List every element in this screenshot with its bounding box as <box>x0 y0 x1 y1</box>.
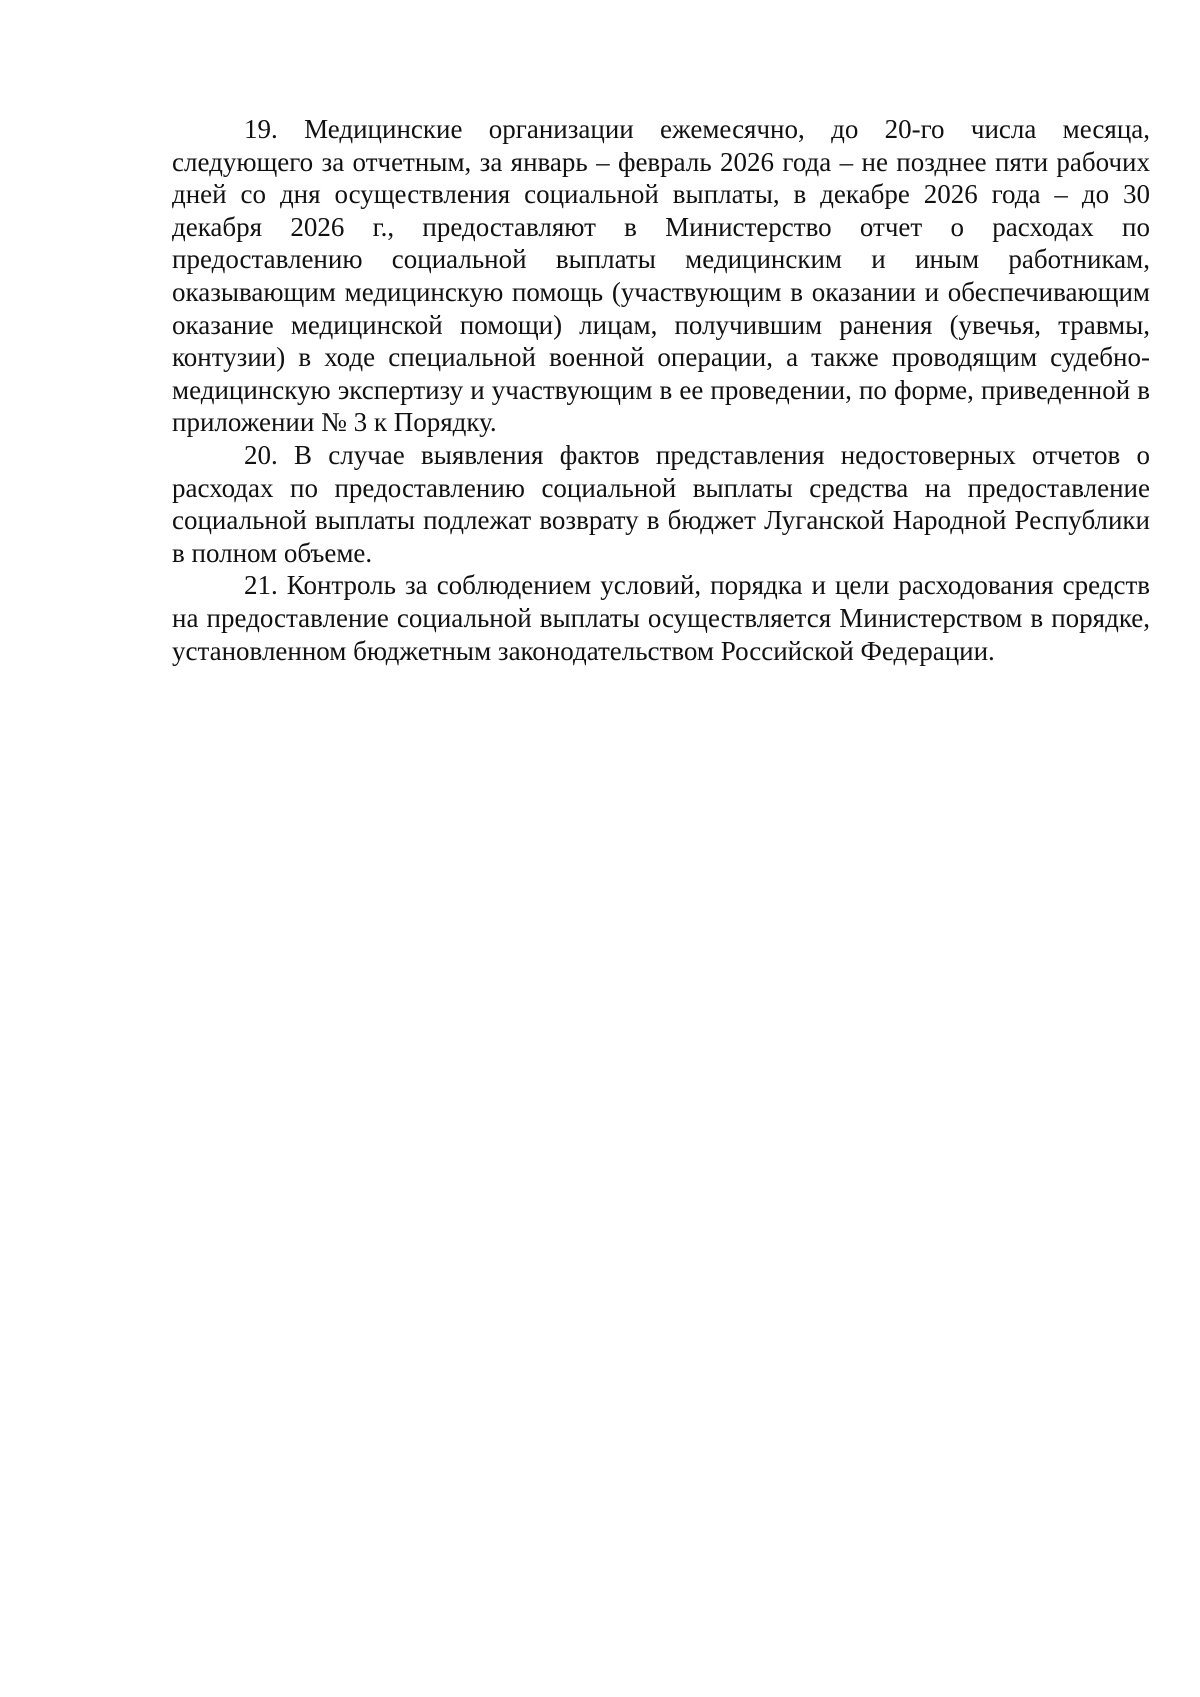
paragraph-text: Медицинские организации ежемесячно, до 20-го числа месяца, следующего за отчетным, за январь – февраль 2026 года – не позднее пяти рабочих дней со дня осуществления социальной выплаты, в декабре 2026 года – до 30 декабря 2026 г., предоставляют в Министерство отчет о расходах по предоставлению социальной выплаты медицинским и иным работникам, оказывающим медицинскую помощь (участвующим в оказании и обеспечивающим оказание медицинской помощи) лицам, получившим ранения (увечья, травмы, контузии) в ходе специальной военной операции, а также проводящим судебно-медицинскую экспертизу и участвующим в ее проведении, по форме, приведенной в приложении № 3 к Порядку. <box>172 114 1151 438</box>
paragraph-text: В случае выявления фактов представления недостоверных отчетов о расходах по предоставлению социальной выплаты средства на предоставление социальной выплаты подлежат возврату в бюджет Луганской Народной Республики в полном объеме. <box>172 439 1150 568</box>
document-body <box>172 113 1150 667</box>
paragraph-21 <box>172 569 1150 667</box>
paragraph-number: 21. <box>244 570 278 601</box>
paragraph-number: 20. <box>244 439 278 470</box>
paragraph-number: 19. <box>244 114 278 144</box>
paragraph-19 <box>172 113 1150 439</box>
paragraph-text: Контроль за соблюдением условий, порядка и цели расходования средств на предоставление социальной выплаты осуществляется Министерством в порядке, установленном бюджетным законодательством Российской Федерации. <box>172 570 1150 666</box>
paragraph-20 <box>172 439 1150 569</box>
